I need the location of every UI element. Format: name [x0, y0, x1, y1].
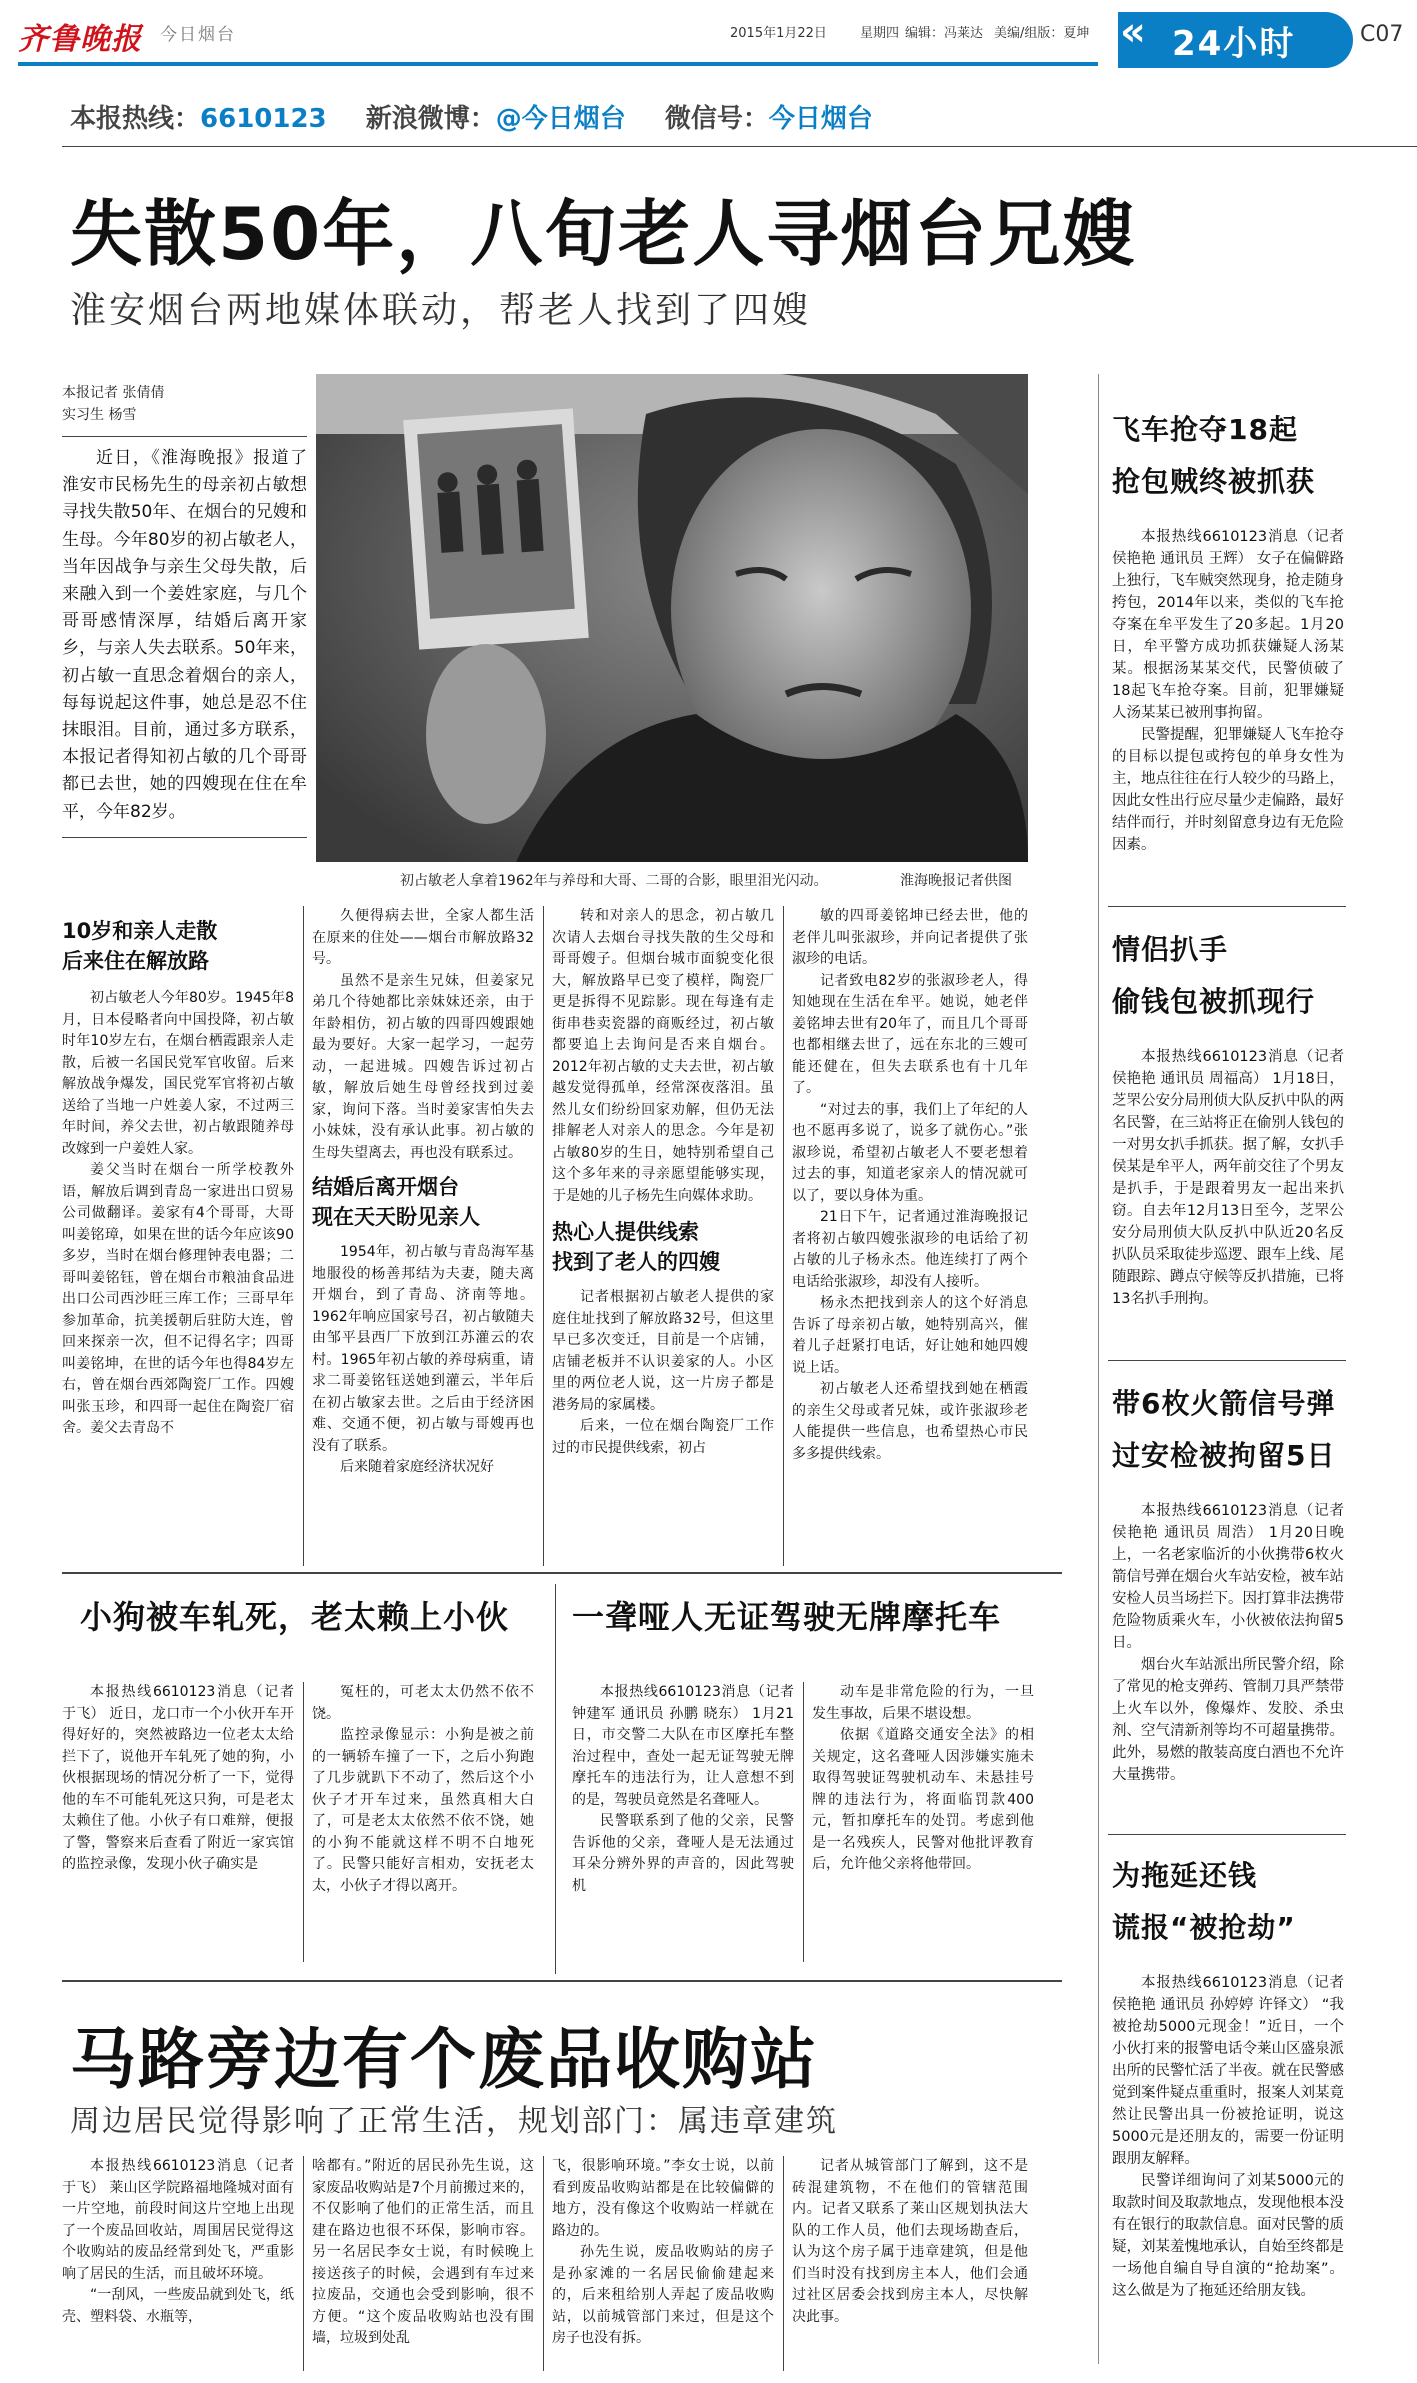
waste-story-column-2 [312, 2156, 534, 2350]
section-divider [62, 1572, 1062, 1574]
subhead: 结婚后离开烟台 [312, 1175, 459, 1199]
paragraph: 本报热线6610123消息（记者 于飞） 莱山区学院路福地隆城对面有一片空地，前段时间这片空地上出现了一个废品回收站，周围居民觉得这个收购站的废品经常到处飞，严重影响了居民的生活，而且破坏环境。 [62, 2158, 294, 2282]
main-story-column-2 [312, 906, 534, 1479]
double-chevron-left-icon: « [1120, 9, 1146, 55]
paragraph: 杨永杰把找到亲人的这个好消息告诉了母亲初占敏，她特别高兴，催着儿子赶紧打电话，好让她和她四嫂说上话。 [792, 1295, 1028, 1376]
issue-date: 2015年1月22日 [730, 26, 827, 41]
designer-credit: 美编/组版：夏坤 [994, 26, 1090, 41]
column-divider [303, 906, 304, 1566]
column-divider [783, 906, 784, 1566]
elderly-woman-holding-photo-image [316, 374, 1028, 862]
side-story-4 [1112, 1850, 1352, 2302]
paragraph: 记者从城管部门了解到，这不是砖混建筑物，不在他们的管辖范围内。记者又联系了莱山区规划执法大队的工作人员，他们去现场勘查后，认为这个房子属于违章建筑，但是他们当时没有找到房主本人，他们会通过社区居委会找到房主本人，尽快解决此事。 [792, 2158, 1028, 2325]
main-headline: 失散50年，八旬老人寻烟台兄嫂 [70, 192, 1137, 276]
paragraph: 本报热线6610123消息（记者 于飞） 近日，龙口市一个小伙开车开得好好的，突然被路边一位老太太给拦下了，说他开车轧死了她的狗，小伙根据现场的情况分析了一下，觉得他的车不可能轧死这只狗，可是老太太赖住了他。小伙子有口难辩，便报了警，警察来后查看了附近一家宾馆的监控录像，发现小伙子确实是 [62, 1684, 294, 1872]
paragraph: 飞，很影响环境。”李女士说，以前看到废品收购站都是在比较偏僻的地方，没有像这个收购站一样就在路边的。 [552, 2158, 774, 2239]
right-column-divider [1098, 374, 1099, 2364]
paragraph: 后来随着家庭经济状况好 [340, 1459, 494, 1475]
subhead: 现在天天盼见亲人 [312, 1205, 480, 1229]
paragraph: 啥都有。”附近的居民孙先生说，这家废品收购站是7个月前搬过来的，不仅影响了他们的正常生活，而且建在路边也很不环保，影响市容。另一名居民李女士说，有时候晚上接送孩子的时候，会遇到有车过来拉废品，交通也会受到影响，很不方便。“这个废品收购站也没有围墙，垃圾到处乱 [312, 2158, 534, 2346]
hotline-phone: 本报热线：6610123 [70, 104, 327, 134]
waste-story-column-4 [792, 2156, 1028, 2328]
paragraph: “对过去的事，我们上了年纪的人也不愿再多说了，说多了就伤心。”张淑珍说，希望初占敏老人不要老想着过去的事，知道老家亲人的情况就可以了，要以身体为重。 [792, 1101, 1028, 1204]
hotline-weibo: 新浪微博：@今日烟台 [365, 104, 626, 134]
moto-story-column-2 [812, 1682, 1034, 1876]
photo-credit: 淮海晚报记者供图 [900, 873, 1012, 889]
lead-paragraph: 近日，《淮海晚报》报道了淮安市民杨先生的母亲初占敏想寻找失散50年、在烟台的兄嫂和生母。今年80岁的初占敏老人，当年因战争与亲生父母失散，后来融入到一个姜姓家庭，与几个哥哥感情深厚，结婚后离开家乡，与亲人失去联系。50年来，初占敏一直思念着烟台的亲人，每每说起这件事，她总是忍不住抹眼泪。目前，通过多方联系，本报记者得知初占敏的几个哥哥都已去世，她的四嫂现在住在牟平，今年82岁。 [62, 448, 307, 822]
paragraph: 转和对亲人的思念，初占敏几次请人去烟台寻找失散的生父母和哥哥嫂子。但烟台城市面貌变化很大，解放路早已变了模样，陶瓷厂更是拆得不见踪影。现在每逢有走街串巷卖瓷器的商贩经过，初占敏都要追上去询问是否来自烟台。2012年初占敏的丈夫去世，初占敏越发觉得孤单，经常深夜落泪。虽然儿女们纷纷回家劝解，但仍无法排解老人对亲人的思念。今年是初占敏80岁的生日，她特别希望自己这个多年来的寻亲愿望能够实现，于是她的儿子杨先生向媒体求助。 [552, 908, 774, 1204]
hotline-bar [70, 98, 903, 135]
side-story-headline: 抢包贼终被抓获 [1112, 465, 1316, 498]
paragraph: 民警详细询问了刘某5000元的取款时间及取款地点，发现他根本没有在银行的取款信息。面对民警的质疑，刘某羞愧地承认，自始至终都是一场他自编自导自演的“抢劫案”。这么做是为了拖延还给朋友钱。 [1112, 2173, 1344, 2299]
header-rule [18, 62, 1098, 66]
column-divider [543, 2156, 544, 2371]
paragraph: 21日下午，记者通过淮海晚报记者将初占敏四嫂张淑珍的电话给了初占敏的儿子杨永杰。他连续打了两个电话给张淑珍，却没有人接听。 [792, 1209, 1028, 1290]
main-story-column-3 [552, 906, 774, 1459]
side-story-2 [1112, 924, 1352, 1310]
side-story-headline: 谎报“被抢劫” [1112, 1911, 1296, 1944]
photo-caption: 初占敏老人拿着1962年与养母和大哥、二哥的合影，眼里泪光闪动。 [400, 873, 828, 889]
column-divider [303, 2156, 304, 2371]
paragraph: 虽然不是亲生兄妹，但姜家兄弟几个待她都比亲妹妹还亲，由于年龄相仿，初占敏的四哥四嫂跟她最为要好。大家一起学习，一起劳动，一起进城。四嫂告诉过初占敏，解放后她生母曾经找到过姜家，询问下落。当时姜家害怕失去小妹妹，没有承认此事。初占敏的生母失望离去，再也没有联系过。 [312, 972, 534, 1161]
section-divider [62, 1980, 1062, 1982]
column-divider [303, 1682, 304, 1962]
divider [62, 146, 1417, 147]
side-story-headline: 过安检被拘留5日 [1112, 1439, 1336, 1472]
side-story-1 [1112, 404, 1352, 856]
main-story-column-4 [792, 906, 1028, 1465]
paragraph: 本报热线6610123消息（记者 侯艳艳 通讯员 周浩） 1月20日晚上，一名老家临沂的小伙携带6枚火箭信号弹在烟台火车站安检，被车站安检人员当场拦下。因打算非法携带危险物质乘火车，小伙被依法拘留5日。 [1112, 1503, 1344, 1651]
paragraph: 冤枉的，可老太太仍然不依不饶。 [312, 1684, 534, 1722]
paragraph: 敏的四哥姜铭坤已经去世，他的老伴儿叫张淑珍，并向记者提供了张淑珍的电话。 [792, 908, 1028, 967]
paragraph: 动车是非常危险的行为，一旦发生事故，后果不堪设想。 [812, 1684, 1034, 1722]
side-story-3 [1112, 1378, 1352, 1786]
paragraph: 民警提醒，犯罪嫌疑人飞车抢夺的目标以提包或挎包的单身女性为主，地点往往在行人较少的马路上，因此女性出行应尽量少走偏路，最好结伴而行，并时刻留意身边有无危险因素。 [1112, 727, 1344, 853]
main-subheadline: 淮安烟台两地媒体联动，帮老人找到了四嫂 [70, 290, 812, 331]
paragraph: 记者致电82岁的张淑珍老人，得知她现在生活在牟平。她说，她老伴姜铭坤去世有20年了，而且几个哥哥也都相继去世了，远在东北的三嫂可能还健在，但失去联系也有十几年了。 [792, 972, 1028, 1096]
waste-story-subheadline: 周边居民觉得影响了正常生活，规划部门：属违章建筑 [70, 2104, 838, 2139]
side-story-headline: 为拖延还钱 [1112, 1859, 1258, 1892]
moto-story-column-1 [572, 1682, 794, 1897]
paragraph: 初占敏老人今年80岁。1945年8月，日本侵略者向中国投降，初占敏时年10岁左右，在烟台栖霞跟亲人走散，后被一名国民党军官收留。后来解放战争爆发，国民党军官将初占敏送给了当地一户姓姜人家，不过两三年时间，养父去世，初占敏跟随养母改嫁到一户姜姓人家。 [62, 990, 294, 1157]
newspaper-logo: 齐鲁晚报 [18, 22, 142, 57]
paragraph: 本报热线6610123消息（记者 侯艳艳 通讯员 王辉） 女子在偏僻路上独行，飞车贼突然现身，抢走随身挎包，2014年以来，类似的飞车抢夺案在牟平发生了20多起。1月20日，牟平警方成功抓获嫌疑人汤某某。根据汤某某交代，民警侦破了18起飞车抢夺案。目前，犯罪嫌疑人汤某某已被刑事拘留。 [1112, 529, 1344, 721]
issue-weekday: 星期四 [860, 26, 900, 41]
paragraph: “一刮风，一些废品就到处飞，纸壳、塑料袋、水瓶等， [62, 2287, 294, 2325]
paragraph: 民警联系到了他的父亲，民警告诉他的父亲，聋哑人是无法通过耳朵分辨外界的声音的，因此驾驶机 [572, 1813, 794, 1894]
story-photo [316, 374, 1028, 862]
subhead: 找到了老人的四嫂 [552, 1250, 720, 1274]
waste-story-column-1 [62, 2156, 294, 2328]
column-divider [543, 906, 544, 1566]
paragraph: 孙先生说，废品收购站的房子是孙家滩的一名居民偷偷建起来的，后来租给别人弄起了废品收购站，以前城管部门来过，但是这个房子也没有拆。 [552, 2244, 774, 2346]
side-story-headline: 情侣扒手 [1112, 933, 1229, 966]
hotline-wechat: 微信号：今日烟台 [664, 104, 873, 134]
paragraph: 依据《道路交通安全法》的相关规定，这名聋哑人因涉嫌实施未取得驾驶证驾驶机动车、未悬挂号牌的违法行为，将面临罚款400元，暂扣摩托车的处罚。考虑到他是一名残疾人，民警对他批评教育后，允许他父亲将他带回。 [812, 1727, 1034, 1872]
column-divider [783, 2156, 784, 2371]
badge-24h-label: 24小时 [1172, 24, 1296, 64]
paragraph: 烟台火车站派出所民警介绍，除了常见的枪支弹药、管制刀具严禁带上火车以外，像爆炸、发胶、杀虫剂、空气清新剂等均不可超量携带。此外，易燃的散装高度白酒也不允许大量携带。 [1112, 1657, 1344, 1783]
column-divider [555, 1584, 556, 1974]
byline: 本报记者 张倩倩 实习生 杨雪 [62, 385, 165, 423]
side-story-headline: 偷钱包被抓现行 [1112, 985, 1316, 1018]
divider [1108, 1834, 1346, 1835]
side-story-headline: 飞车抢夺18起 [1112, 413, 1298, 446]
divider [1108, 1360, 1346, 1361]
subhead: 后来住在解放路 [62, 949, 209, 973]
paragraph: 本报热线6610123消息（记者 钟建军 通讯员 孙鹏 晓东） 1月21日，市交警二大队在市区摩托车整治过程中，查处一起无证驾驶无牌摩托车的违法行为，让人意想不到的是，驾驶员竟然是名聋哑人。 [572, 1684, 794, 1808]
paragraph: 久便得病去世，全家人都生活在原来的住处——烟台市解放路32号。 [312, 908, 534, 967]
paragraph: 监控录像显示：小狗是被之前的一辆轿车撞了一下，之后小狗跑了几步就趴下不动了，然后这个小伙子才开车过来，虽然真相大白了，可是老太太依然不依不饶，她的小狗不能就这样不明不白地死了。民警只能好言相劝，安抚老太太，小伙子才得以离开。 [312, 1727, 534, 1894]
dog-story-headline: 小狗被车轧死，老太赖上小伙 [80, 1598, 510, 1636]
page-number: C07 [1360, 22, 1404, 47]
editor-credit: 编辑：冯莱达 [905, 26, 984, 41]
paragraph: 记者根据初占敏老人提供的家庭住址找到了解放路32号，但这里早已多次变迁，目前是一个店铺，店铺老板并不认识姜家的人。小区里的两位老人说，这一片房子都是港务局的家属楼。 [552, 1289, 774, 1413]
paragraph: 本报热线6610123消息（记者 侯艳艳 通讯员 孙婷婷 许铎文） “我被抢劫5000元现金！”近日，一个小伙打来的报警电话令莱山区盛泉派出所的民警忙活了半夜。就在民警感觉到案件疑点重重时，报案人刘某竟然让民警出具一份被抢证明，说这5000元是还朋友的，需要一份证明跟朋友解释。 [1112, 1975, 1344, 2167]
section-name: 今日烟台 [160, 25, 236, 45]
waste-story-headline: 马路旁边有个废品收购站 [70, 2021, 818, 2098]
waste-story-column-3 [552, 2156, 774, 2350]
lead-box [62, 436, 307, 838]
moto-story-headline: 一聋哑人无证驾驶无牌摩托车 [572, 1598, 1002, 1636]
paragraph: 姜父当时在烟台一所学校教外语，解放后调到青岛一家进出口贸易公司做翻译。姜家有4个哥哥，大哥叫姜铭璋，如果在世的话今年应该90多岁，当时在烟台修理钟表电器；二哥叫姜铭钰，曾在烟台市粮油食品进出口公司西沙旺三库工作；三哥早年参加革命，抗美援朝后驻防大连，曾回来探亲一次，但不记得名字；四哥叫姜铭坤，在世的话今年也得84岁左右，曾在烟台西郊陶瓷厂工作。四嫂叫张玉珍，和四哥一起住在陶瓷厂宿舍。姜父去青岛不 [62, 1162, 294, 1436]
side-story-headline: 带6枚火箭信号弹 [1112, 1387, 1336, 1420]
paragraph: 本报热线6610123消息（记者 侯艳艳 通讯员 周福高） 1月18日，芝罘公安分局刑侦大队反扒中队的两名民警，在三站将正在偷别人钱包的一对男女扒手抓获。据了解，女扒手侯某是牟平人，两年前交往了个男友是扒手，于是跟着男友一起出来扒窃。自去年12月13日至今，芝罘公安分局刑侦大队反扒中队近20名反扒队员采取徒步巡逻、跟车上线、尾随跟踪、蹲点守候等反扒措施，已将13名扒手刑拘。 [1112, 1049, 1344, 1307]
paragraph: 后来，一位在烟台陶瓷厂工作过的市民提供线索，初占 [552, 1418, 774, 1456]
dog-story-column-1 [62, 1682, 294, 1962]
paragraph: 1954年，初占敏与青岛海军基地服役的杨善邦结为夫妻，随夫离开烟台，到了青岛、济南等地。1962年响应国家号召，初占敏随夫由邹平县西厂下放到江苏灌云的农村。1965年初占敏的养母病重，请求二哥姜铭钰送她到灌云，半年后在初占敏家去世。之后由于经济困难、交通不便，初占敏与哥嫂再也没有了联系。 [312, 1244, 534, 1454]
subhead: 10岁和亲人走散 [62, 919, 218, 943]
subhead: 热心人提供线索 [552, 1220, 699, 1244]
divider [1108, 906, 1346, 907]
column-divider [803, 1682, 804, 1962]
paragraph: 初占敏老人还希望找到她在栖霞的亲生父母或者兄妹，或许张淑珍老人能提供一些信息，也希望热心市民多多提供线索。 [792, 1381, 1028, 1462]
dog-story-column-2 [312, 1682, 534, 1897]
